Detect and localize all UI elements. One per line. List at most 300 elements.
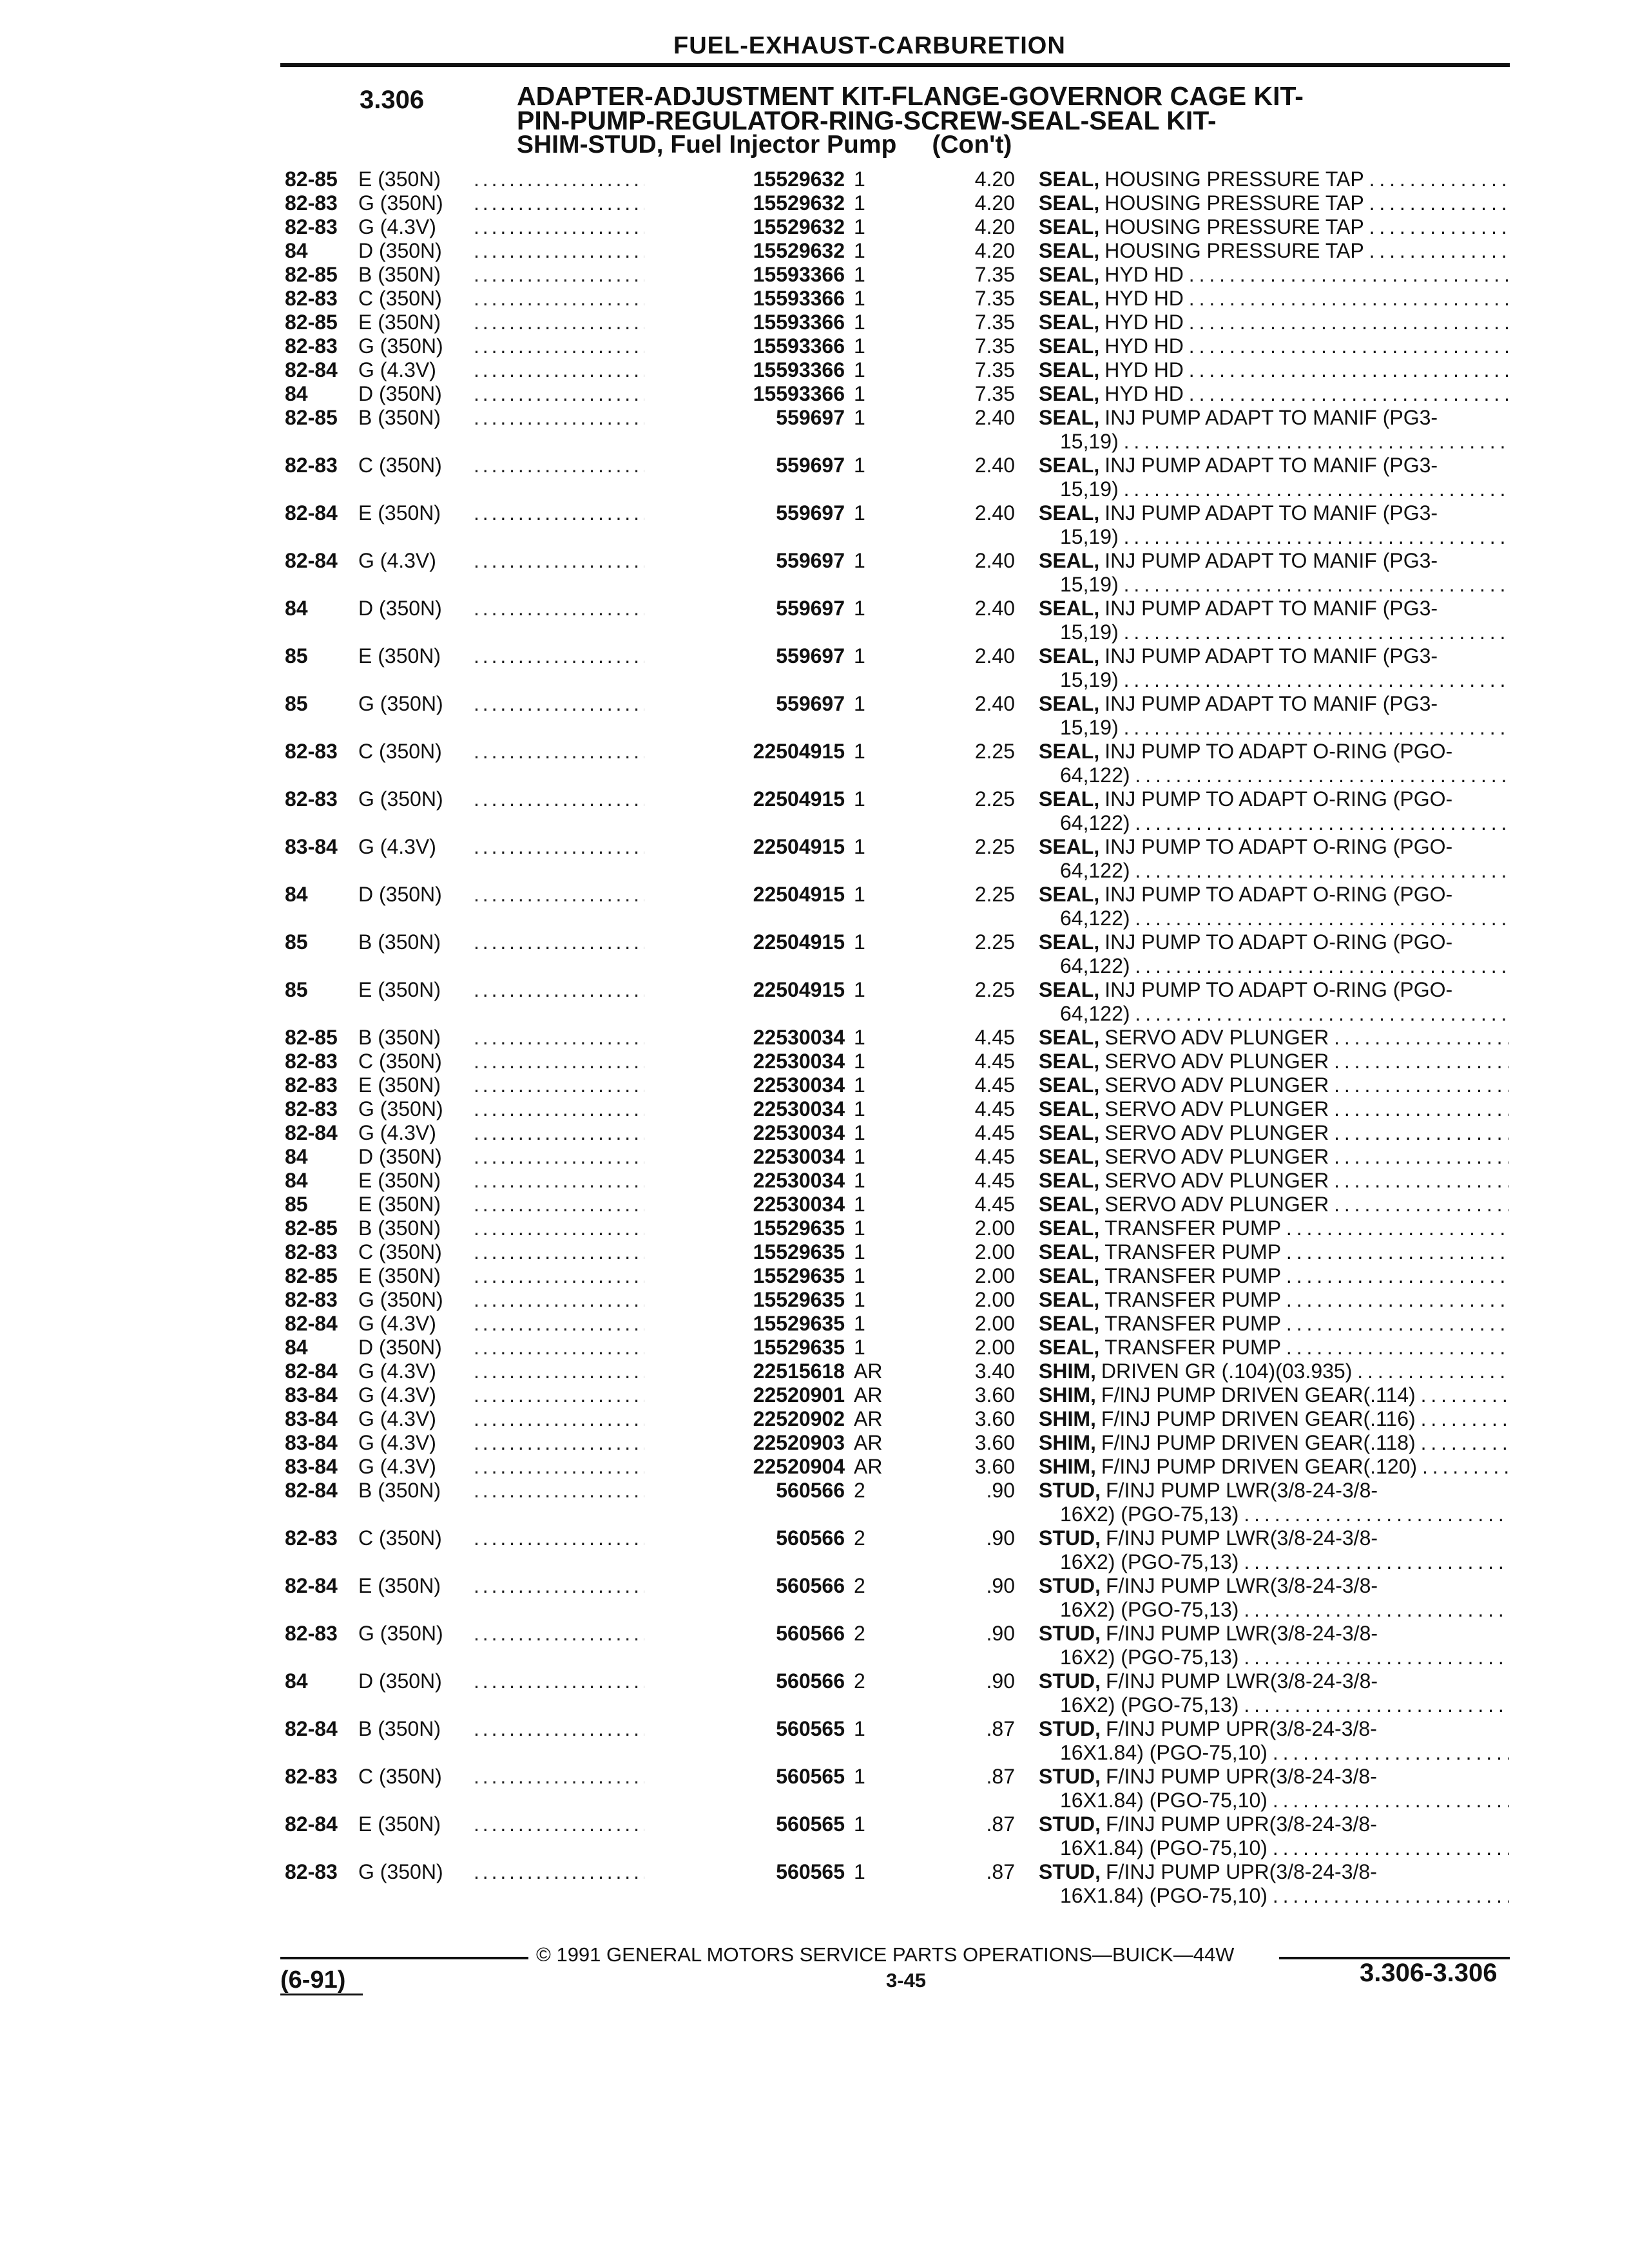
row-description-text: HYD HD . . . (1104, 334, 1509, 358)
row-description-line-2: 15,19) . . . (1060, 430, 1509, 453)
group-number: 3.306 (360, 86, 425, 114)
row-description-text: INJ PUMP ADAPT TO MANIF (PG3- (1104, 692, 1438, 715)
parts-table (0, 168, 1629, 1933)
row-description (1039, 1765, 1509, 1789)
row-description (1039, 1360, 1509, 1383)
row-description-noun: SEAL, (1039, 549, 1100, 572)
row-part-number: 15529632 (644, 239, 845, 263)
row-description-noun: SEAL, (1039, 501, 1100, 524)
row-description-noun: SHIM, (1039, 1360, 1096, 1383)
row-model: E (350N) (358, 501, 441, 524)
row-price: 3.60 (974, 1455, 1015, 1478)
row-description-text: SERVO ADV PLUNGER . . . (1104, 1121, 1509, 1144)
row-price: 2.25 (974, 930, 1015, 954)
row-description-line-2: 16X1.84) (PGO-75,10) . . . (1060, 1741, 1509, 1764)
row-description (1039, 1717, 1509, 1741)
row-quantity: 1 (854, 1336, 865, 1359)
row-description-text: F/INJ PUMP LWR(3/8-24-3/8- (1106, 1622, 1378, 1645)
row-part-number: 15593366 (644, 263, 845, 287)
row-years: 82-84 (285, 1574, 338, 1597)
row-description-continued (1060, 764, 1509, 787)
row-years: 85 (285, 692, 308, 715)
row-description (1039, 1264, 1509, 1288)
row-price: .87 (986, 1765, 1015, 1788)
row-description (1039, 311, 1509, 334)
row-price: 4.45 (974, 1169, 1015, 1192)
row-description-line-2: 15,19) . . . (1060, 668, 1509, 691)
row-description-continued (1060, 477, 1509, 501)
row-quantity: 1 (854, 1860, 865, 1883)
row-model: D (350N) (358, 1145, 442, 1168)
row-description-line-2: 16X1.84) (PGO-75,10) . . . (1060, 1789, 1509, 1812)
row-description-text: INJ PUMP TO ADAPT O-RING (PGO- (1104, 883, 1453, 906)
row-model: C (350N) (358, 1526, 442, 1550)
row-description-continued (1060, 668, 1509, 692)
row-description-text: F/INJ PUMP DRIVEN GEAR(.116) . . . (1101, 1407, 1509, 1430)
row-description-noun: SEAL, (1039, 644, 1100, 668)
row-price: 3.40 (974, 1360, 1015, 1383)
row-quantity: 1 (854, 501, 865, 524)
row-description (1039, 692, 1509, 716)
row-model: E (350N) (358, 1193, 441, 1216)
row-price: .87 (986, 1717, 1015, 1740)
row-description (1039, 1193, 1509, 1216)
row-description-noun: SEAL, (1039, 168, 1100, 191)
row-part-number: 22530034 (644, 1026, 845, 1050)
row-price: 4.20 (974, 168, 1015, 191)
row-part-number: 559697 (644, 692, 845, 716)
row-years: 85 (285, 1193, 308, 1216)
row-description-noun: SEAL, (1039, 1264, 1100, 1287)
row-years: 82-83 (285, 1765, 338, 1788)
row-description (1039, 1455, 1509, 1479)
row-description (1039, 1050, 1509, 1073)
row-price: 7.35 (974, 287, 1015, 310)
row-quantity: AR (854, 1407, 883, 1430)
row-description-text: F/INJ PUMP DRIVEN GEAR(.120) . . . (1101, 1455, 1509, 1478)
row-part-number: 22530034 (644, 1121, 845, 1145)
row-description (1039, 1812, 1509, 1836)
row-quantity: 1 (854, 1264, 865, 1287)
row-model: C (350N) (358, 1240, 442, 1264)
row-description-line-2: 64,122) . . . (1060, 1002, 1509, 1025)
row-price: .90 (986, 1622, 1015, 1645)
row-description-noun: SEAL, (1039, 454, 1100, 477)
row-description-noun: SEAL, (1039, 692, 1100, 715)
row-part-number: 560566 (644, 1526, 845, 1550)
row-part-number: 22515618 (644, 1360, 845, 1383)
section-header: FUEL-EXHAUST-CARBURETION (673, 32, 1066, 59)
row-model: E (350N) (358, 311, 441, 334)
row-description-text: HYD HD . . . (1104, 311, 1509, 334)
row-description-line-2: 64,122) . . . (1060, 811, 1509, 834)
row-description-continued (1060, 1503, 1509, 1526)
row-years: 82-83 (285, 287, 338, 310)
row-description (1039, 334, 1509, 358)
row-description-noun: SEAL, (1039, 740, 1100, 763)
row-description-noun: SHIM, (1039, 1383, 1096, 1407)
row-description-line-2: 16X2) (PGO-75,13) . . . (1060, 1646, 1509, 1669)
row-quantity: 1 (854, 358, 865, 381)
row-years: 82-83 (285, 1288, 338, 1311)
row-description-line-2: 16X1.84) (PGO-75,10) . . . (1060, 1836, 1509, 1860)
row-description-noun: SEAL, (1039, 1097, 1100, 1120)
row-model: B (350N) (358, 1026, 441, 1049)
row-part-number: 15529632 (644, 191, 845, 215)
row-description (1039, 406, 1509, 430)
row-quantity: 1 (854, 930, 865, 954)
row-description-text: HYD HD . . . (1104, 263, 1509, 286)
row-description (1039, 883, 1509, 907)
row-description (1039, 1574, 1509, 1598)
row-quantity: 1 (854, 406, 865, 429)
row-model: G (350N) (358, 191, 443, 215)
row-description-text: TRANSFER PUMP . . . (1104, 1312, 1509, 1335)
row-quantity: 2 (854, 1574, 865, 1597)
row-quantity: 1 (854, 835, 865, 858)
row-price: 4.20 (974, 239, 1015, 262)
footer-copyright: © 1991 GENERAL MOTORS SERVICE PARTS OPERATIONS—BUICK—44W (536, 1943, 1235, 1966)
row-quantity: 1 (854, 382, 865, 405)
row-model: B (350N) (358, 1717, 441, 1740)
row-description-noun: SEAL, (1039, 406, 1100, 429)
row-part-number: 22504915 (644, 978, 845, 1002)
row-part-number: 560566 (644, 1622, 845, 1646)
row-description-continued (1060, 1836, 1509, 1860)
row-part-number: 559697 (644, 644, 845, 668)
row-description (1039, 454, 1509, 477)
row-description-text: F/INJ PUMP DRIVEN GEAR(.114) . . . (1101, 1383, 1509, 1407)
row-description-noun: SEAL, (1039, 597, 1100, 620)
row-part-number: 560565 (644, 1812, 845, 1836)
row-years: 84 (285, 1169, 308, 1192)
row-model: E (350N) (358, 978, 441, 1001)
row-price: 2.00 (974, 1288, 1015, 1311)
row-price: 2.40 (974, 549, 1015, 572)
row-part-number: 15529635 (644, 1312, 845, 1336)
row-part-number: 22520904 (644, 1455, 845, 1479)
row-quantity: 1 (854, 239, 865, 262)
row-quantity: 1 (854, 1193, 865, 1216)
row-model: D (350N) (358, 382, 442, 405)
row-description-text: F/INJ PUMP LWR(3/8-24-3/8- (1106, 1574, 1378, 1597)
row-quantity: 1 (854, 1240, 865, 1264)
row-part-number: 559697 (644, 454, 845, 477)
row-description-text: TRANSFER PUMP . . . (1104, 1240, 1509, 1264)
row-part-number: 15593366 (644, 334, 845, 358)
row-model: G (350N) (358, 1860, 443, 1883)
row-description-text: TRANSFER PUMP . . . (1104, 1336, 1509, 1359)
row-part-number: 15529635 (644, 1336, 845, 1360)
row-model: G (350N) (358, 692, 443, 715)
row-description-text: INJ PUMP TO ADAPT O-RING (PGO- (1104, 978, 1453, 1001)
row-description-line-2: 64,122) . . . (1060, 859, 1509, 882)
row-description-text: INJ PUMP ADAPT TO MANIF (PG3- (1104, 597, 1438, 620)
row-description-text: INJ PUMP ADAPT TO MANIF (PG3- (1104, 454, 1438, 477)
row-part-number: 22504915 (644, 883, 845, 907)
row-price: 2.40 (974, 597, 1015, 620)
row-years: 82-83 (285, 215, 338, 238)
row-quantity: 1 (854, 692, 865, 715)
row-description (1039, 191, 1509, 215)
row-part-number: 15593366 (644, 358, 845, 382)
row-price: 7.35 (974, 263, 1015, 286)
row-description-continued (1060, 716, 1509, 740)
row-model: D (350N) (358, 883, 442, 906)
row-description-noun: SEAL, (1039, 1169, 1100, 1192)
row-part-number: 559697 (644, 406, 845, 430)
row-description-noun: STUD, (1039, 1669, 1101, 1693)
row-price: 2.00 (974, 1216, 1015, 1240)
row-model: B (350N) (358, 406, 441, 429)
row-quantity: 2 (854, 1479, 865, 1502)
row-years: 82-84 (285, 1312, 338, 1335)
row-quantity: 1 (854, 1312, 865, 1335)
row-description (1039, 1622, 1509, 1646)
row-price: .87 (986, 1860, 1015, 1883)
row-model: G (350N) (358, 1097, 443, 1120)
row-years: 82-83 (285, 740, 338, 763)
row-description-continued (1060, 525, 1509, 549)
row-description-noun: SEAL, (1039, 978, 1100, 1001)
row-quantity: 1 (854, 1288, 865, 1311)
row-price: .90 (986, 1574, 1015, 1597)
row-description-line-2: 16X2) (PGO-75,13) . . . (1060, 1550, 1509, 1573)
row-part-number: 22530034 (644, 1097, 845, 1121)
row-model: B (350N) (358, 1216, 441, 1240)
row-model: C (350N) (358, 740, 442, 763)
row-part-number: 15529635 (644, 1264, 845, 1288)
row-price: 4.45 (974, 1026, 1015, 1049)
row-quantity: 1 (854, 1050, 865, 1073)
row-quantity: 1 (854, 1121, 865, 1144)
row-description-text: SERVO ADV PLUNGER . . . (1104, 1073, 1509, 1097)
row-years: 84 (285, 1669, 308, 1693)
row-part-number: 22504915 (644, 930, 845, 954)
row-description-noun: STUD, (1039, 1479, 1101, 1502)
footer-section-range: 3.306-3.306 (1360, 1959, 1498, 1987)
footer-date-code: (6-91) (280, 1966, 346, 1994)
row-years: 82-83 (285, 334, 338, 358)
row-description-noun: SEAL, (1039, 263, 1100, 286)
row-part-number: 22504915 (644, 835, 845, 859)
row-description-noun: SEAL, (1039, 287, 1100, 310)
row-description (1039, 1669, 1509, 1693)
row-description-noun: SEAL, (1039, 215, 1100, 238)
row-description-line-2: 64,122) . . . (1060, 764, 1509, 787)
row-price: 4.45 (974, 1073, 1015, 1097)
row-description-noun: SEAL, (1039, 1288, 1100, 1311)
row-description-text: TRANSFER PUMP . . . (1104, 1216, 1509, 1240)
row-description (1039, 215, 1509, 239)
row-quantity: 1 (854, 1717, 865, 1740)
row-description-continued (1060, 811, 1509, 835)
row-price: 2.40 (974, 406, 1015, 429)
row-description-noun: STUD, (1039, 1860, 1101, 1883)
row-years: 82-84 (285, 1717, 338, 1740)
row-description-text: TRANSFER PUMP . . . (1104, 1288, 1509, 1311)
row-description-noun: SEAL, (1039, 1050, 1100, 1073)
footer-rule-left (280, 1957, 528, 1959)
row-model: G (350N) (358, 787, 443, 811)
row-quantity: 1 (854, 191, 865, 215)
row-model: G (4.3V) (358, 1121, 436, 1144)
row-part-number: 22520903 (644, 1431, 845, 1455)
row-model: G (4.3V) (358, 549, 436, 572)
row-years: 82-83 (285, 1622, 338, 1645)
row-description-noun: SEAL, (1039, 787, 1100, 811)
row-description-line-2: 64,122) . . . (1060, 907, 1509, 930)
row-quantity: 2 (854, 1669, 865, 1693)
group-title-continued: (Con't) (932, 131, 1012, 159)
row-part-number: 22530034 (644, 1169, 845, 1193)
row-years: 82-83 (285, 454, 338, 477)
row-part-number: 15529635 (644, 1240, 845, 1264)
row-model: G (350N) (358, 334, 443, 358)
row-description (1039, 1526, 1509, 1550)
row-quantity: 1 (854, 263, 865, 286)
row-quantity: 2 (854, 1622, 865, 1645)
row-quantity: 1 (854, 454, 865, 477)
row-description (1039, 1121, 1509, 1145)
row-description-noun: SEAL, (1039, 334, 1100, 358)
row-price: 3.60 (974, 1431, 1015, 1454)
row-price: 2.40 (974, 501, 1015, 524)
row-description-continued (1060, 1693, 1509, 1717)
row-years: 84 (285, 239, 308, 262)
row-price: 7.35 (974, 358, 1015, 381)
row-description-noun: STUD, (1039, 1717, 1101, 1740)
footer-page-number: 3-45 (886, 1969, 927, 1992)
row-price: .90 (986, 1479, 1015, 1502)
row-description-continued (1060, 1550, 1509, 1574)
row-description-text: INJ PUMP TO ADAPT O-RING (PGO- (1104, 930, 1453, 954)
row-description-noun: SEAL, (1039, 1216, 1100, 1240)
row-price: 7.35 (974, 311, 1015, 334)
row-description (1039, 1026, 1509, 1050)
row-quantity: 1 (854, 287, 865, 310)
row-part-number: 22530034 (644, 1073, 845, 1097)
row-description-continued (1060, 620, 1509, 644)
row-part-number: 560566 (644, 1479, 845, 1503)
row-years: 83-84 (285, 835, 338, 858)
row-description (1039, 1073, 1509, 1097)
row-description-text: F/INJ PUMP UPR(3/8-24-3/8- (1106, 1812, 1377, 1836)
row-years: 82-83 (285, 1240, 338, 1264)
row-description (1039, 501, 1509, 525)
row-description (1039, 358, 1509, 382)
row-description (1039, 740, 1509, 764)
row-years: 82-83 (285, 1097, 338, 1120)
row-part-number: 559697 (644, 549, 845, 573)
row-quantity: AR (854, 1431, 883, 1454)
row-model: G (4.3V) (358, 1360, 436, 1383)
row-quantity: 1 (854, 1765, 865, 1788)
row-quantity: 1 (854, 1026, 865, 1049)
row-description (1039, 1145, 1509, 1169)
row-description-continued (1060, 573, 1509, 597)
row-quantity: 1 (854, 978, 865, 1001)
row-part-number: 560566 (644, 1669, 845, 1693)
row-description-text: HYD HD . . . (1104, 358, 1509, 381)
row-price: 2.40 (974, 692, 1015, 715)
row-years: 83-84 (285, 1407, 338, 1430)
row-years: 84 (285, 883, 308, 906)
row-price: .90 (986, 1526, 1015, 1550)
row-price: 2.25 (974, 787, 1015, 811)
row-description-noun: SEAL, (1039, 883, 1100, 906)
row-description (1039, 168, 1509, 191)
row-description (1039, 835, 1509, 859)
row-quantity: AR (854, 1455, 883, 1478)
row-part-number: 22520901 (644, 1383, 845, 1407)
row-part-number: 22530034 (644, 1145, 845, 1169)
row-description (1039, 1288, 1509, 1312)
row-price: 2.25 (974, 883, 1015, 906)
row-part-number: 22530034 (644, 1193, 845, 1216)
row-description-line-2: 15,19) . . . (1060, 573, 1509, 596)
row-description (1039, 1240, 1509, 1264)
row-description-noun: SHIM, (1039, 1455, 1096, 1478)
row-description-noun: SEAL, (1039, 311, 1100, 334)
row-part-number: 15529635 (644, 1288, 845, 1312)
row-description-continued (1060, 1741, 1509, 1765)
row-years: 82-85 (285, 1216, 338, 1240)
row-years: 83-84 (285, 1455, 338, 1478)
row-years: 82-83 (285, 1073, 338, 1097)
row-part-number: 15593366 (644, 287, 845, 311)
row-description-noun: SEAL, (1039, 191, 1100, 215)
row-years: 84 (285, 1336, 308, 1359)
row-description-text: HOUSING PRESSURE TAP . . . (1104, 168, 1509, 191)
row-model: D (350N) (358, 1336, 442, 1359)
row-description-line-2: 15,19) . . . (1060, 477, 1509, 501)
row-description-noun: STUD, (1039, 1574, 1101, 1597)
row-description-noun: SEAL, (1039, 1240, 1100, 1264)
row-description-noun: SEAL, (1039, 358, 1100, 381)
row-part-number: 560565 (644, 1860, 845, 1884)
row-part-number: 560566 (644, 1574, 845, 1598)
row-model: B (350N) (358, 930, 441, 954)
row-description-noun: SEAL, (1039, 382, 1100, 405)
row-description-text: F/INJ PUMP UPR(3/8-24-3/8- (1106, 1765, 1377, 1788)
row-description-text: DRIVEN GR (.104)(03.935) . . . (1101, 1360, 1509, 1383)
row-model: G (4.3V) (358, 1407, 436, 1430)
row-description (1039, 1479, 1509, 1503)
row-part-number: 560565 (644, 1717, 845, 1741)
row-years: 82-84 (285, 501, 338, 524)
row-model: B (350N) (358, 1479, 441, 1502)
row-description-line-2: 16X1.84) (PGO-75,10) . . . (1060, 1884, 1509, 1907)
row-quantity: 1 (854, 1169, 865, 1192)
row-years: 84 (285, 597, 308, 620)
row-description-text: INJ PUMP ADAPT TO MANIF (PG3- (1104, 406, 1438, 429)
row-description-continued (1060, 430, 1509, 454)
row-price: .87 (986, 1812, 1015, 1836)
row-description (1039, 1169, 1509, 1193)
row-description-noun: SHIM, (1039, 1407, 1096, 1430)
row-quantity: 1 (854, 1812, 865, 1836)
footer-date-underline (280, 1994, 363, 1995)
row-price: 2.25 (974, 978, 1015, 1001)
row-description-text: INJ PUMP TO ADAPT O-RING (PGO- (1104, 787, 1453, 811)
row-description-text: F/INJ PUMP UPR(3/8-24-3/8- (1106, 1717, 1377, 1740)
row-description-text: SERVO ADV PLUNGER . . . (1104, 1145, 1509, 1168)
row-description-text: F/INJ PUMP LWR(3/8-24-3/8- (1106, 1479, 1378, 1502)
row-part-number: 559697 (644, 501, 845, 525)
group-title-line-1: ADAPTER-ADJUSTMENT KIT-FLANGE-GOVERNOR CAGE KIT- (517, 81, 1304, 111)
row-years: 82-85 (285, 406, 338, 429)
